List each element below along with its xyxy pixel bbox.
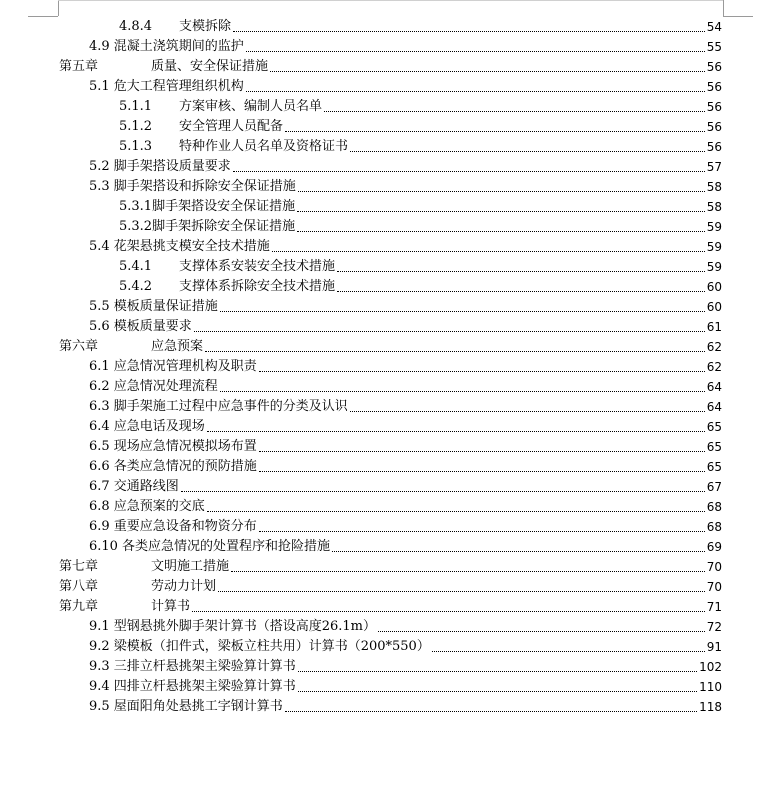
- toc-page-number: 56: [706, 140, 722, 154]
- toc-page-number: 64: [706, 400, 722, 414]
- toc-dot-leader: [332, 550, 705, 552]
- toc-entry[interactable]: [0, 477, 777, 497]
- toc-entry-title: 交通路线图: [113, 479, 179, 494]
- toc-entry-number: 6.8: [89, 499, 110, 514]
- toc-entry-number: 9.4: [89, 679, 110, 694]
- toc-entry-title: 应急情况管理机构及职责: [113, 359, 257, 374]
- toc-entry-number: 5.1.3: [119, 139, 153, 154]
- toc-entry[interactable]: [0, 57, 777, 77]
- toc-page-number: 60: [706, 300, 722, 314]
- toc-entry-heading: [89, 677, 296, 697]
- toc-dot-leader: [272, 250, 705, 252]
- toc-entry-title: 应急预案的交底: [113, 499, 205, 514]
- toc-page-number: 56: [706, 80, 722, 94]
- toc-entry-title: 脚手架拆除安全保证措施: [152, 219, 296, 234]
- toc-entry-number: 5.4: [89, 239, 110, 254]
- toc-page-number: 70: [706, 580, 722, 594]
- toc-entry-heading: [59, 57, 268, 77]
- toc-entry-title: 质量、安全保证措施: [151, 59, 269, 74]
- toc-entry-number: 5.4.2: [119, 279, 153, 294]
- toc-entry-title: 模板质量保证措施: [113, 299, 218, 314]
- toc-entry-title: 计算书: [151, 599, 191, 614]
- toc-dot-leader: [298, 190, 705, 192]
- toc-entry-heading: [59, 597, 190, 617]
- toc-entry[interactable]: [0, 397, 777, 417]
- toc-entry[interactable]: [0, 157, 777, 177]
- toc-entry[interactable]: [0, 217, 777, 237]
- toc-entry-number: 6.1: [89, 359, 110, 374]
- toc-entry-number: 5.1.2: [119, 119, 153, 134]
- toc-entry-heading: [89, 37, 244, 57]
- toc-entry-heading: [59, 557, 229, 577]
- toc-entry-heading: [119, 97, 322, 117]
- toc-entry-heading: [119, 197, 295, 217]
- toc-entry-heading: [89, 297, 218, 317]
- toc-entry[interactable]: [0, 117, 777, 137]
- toc-page-number: 57: [706, 160, 722, 174]
- toc-entry-heading: [89, 497, 205, 517]
- toc-page-number: 56: [706, 120, 722, 134]
- toc-page-number: 102: [699, 660, 722, 674]
- toc-entry-title: 三排立杆悬挑架主梁验算计算书: [113, 659, 296, 674]
- toc-entry[interactable]: [0, 337, 777, 357]
- toc-entry-heading: [89, 377, 218, 397]
- toc-entry-number: 6.6: [89, 459, 110, 474]
- toc-entry-number: 6.2: [89, 379, 110, 394]
- toc-entry-heading: [59, 337, 203, 357]
- toc-entry-title: 支撑体系安装安全技术措施: [179, 259, 336, 274]
- toc-dot-leader: [350, 150, 705, 152]
- toc-page-number: 56: [706, 60, 722, 74]
- toc-dot-leader: [259, 450, 705, 452]
- toc-dot-leader: [324, 110, 705, 112]
- toc-entry-heading: [119, 217, 295, 237]
- toc-entry-title: 混凝土浇筑期间的监护: [113, 39, 244, 54]
- toc-entry-heading: [89, 417, 205, 437]
- toc-entry-number: 9.1: [89, 619, 110, 634]
- toc-dot-leader: [220, 390, 705, 392]
- toc-entry-title: 特种作业人员名单及资格证书: [179, 139, 349, 154]
- toc-entry-title: 支撑体系拆除安全技术措施: [179, 279, 336, 294]
- toc-entry-number: 5.5: [89, 299, 110, 314]
- toc-entry-heading: [89, 477, 179, 497]
- toc-entry-title: 型钢悬挑外脚手架计算书（搭设高度26.1m）: [113, 619, 376, 634]
- toc-dot-leader: [231, 570, 705, 572]
- toc-entry-title: 方案审核、编制人员名单: [179, 99, 323, 114]
- toc-entry[interactable]: [0, 357, 777, 377]
- toc-page-number: 68: [706, 500, 722, 514]
- toc-page-number: 62: [706, 360, 722, 374]
- toc-entry[interactable]: [0, 417, 777, 437]
- toc-dot-leader: [297, 230, 705, 232]
- toc-page-number: 58: [706, 180, 722, 194]
- toc-dot-leader: [298, 690, 697, 692]
- toc-dot-leader: [207, 510, 705, 512]
- toc-entry-heading: [119, 257, 335, 277]
- toc-dot-leader: [207, 430, 705, 432]
- toc-dot-leader: [205, 350, 705, 352]
- toc-entry-number: 5.3.2: [119, 219, 153, 234]
- toc-page-number: 110: [699, 680, 722, 694]
- toc-entry-heading: [59, 577, 216, 597]
- toc-entry-number: 6.4: [89, 419, 110, 434]
- toc-entry[interactable]: [0, 177, 777, 197]
- toc-entry-heading: [89, 237, 270, 257]
- toc-entry-number: 5.1: [89, 79, 110, 94]
- toc-entry[interactable]: [0, 277, 777, 297]
- toc-entry-number: 第六章: [59, 339, 99, 354]
- toc-entry[interactable]: [0, 497, 777, 517]
- toc-entry-number: 第五章: [59, 59, 99, 74]
- toc-page-number: 68: [706, 520, 722, 534]
- toc-page-number: 62: [706, 340, 722, 354]
- toc-entry-heading: [89, 317, 192, 337]
- toc-entry-title: 梁模板（扣件式，梁板立柱共用）计算书（200*550）: [113, 639, 430, 654]
- toc-entry-heading: [89, 437, 257, 457]
- table-of-contents: [0, 17, 777, 717]
- toc-entry-title: 文明施工措施: [151, 559, 230, 574]
- toc-entry-number: 第七章: [59, 559, 99, 574]
- toc-entry[interactable]: [0, 457, 777, 477]
- toc-dot-leader: [350, 410, 705, 412]
- toc-entry[interactable]: [0, 237, 777, 257]
- toc-entry-title: 安全管理人员配备: [179, 119, 284, 134]
- toc-dot-leader: [259, 370, 705, 372]
- toc-entry-number: 5.3.1: [119, 199, 153, 214]
- toc-entry-number: 5.1.1: [119, 99, 153, 114]
- toc-entry-number: 9.2: [89, 639, 110, 654]
- toc-entry-heading: [89, 177, 296, 197]
- toc-page-number: 65: [706, 420, 722, 434]
- toc-entry-title: 花架悬挑支模安全技术措施: [113, 239, 270, 254]
- toc-page-number: 55: [706, 40, 722, 54]
- toc-entry-title: 危大工程管理组织机构: [113, 79, 244, 94]
- toc-entry-number: 6.3: [89, 399, 110, 414]
- toc-dot-leader: [432, 650, 705, 652]
- toc-entry[interactable]: [0, 197, 777, 217]
- toc-entry[interactable]: [0, 317, 777, 337]
- toc-dot-leader: [218, 590, 705, 592]
- toc-entry-title: 脚手架搭设质量要求: [113, 159, 231, 174]
- toc-page-number: 65: [706, 460, 722, 474]
- toc-dot-leader: [233, 170, 705, 172]
- toc-entry-title: 屋面阳角处悬挑工字钢计算书: [113, 699, 283, 714]
- toc-page-number: 59: [706, 240, 722, 254]
- toc-entry-number: 6.5: [89, 439, 110, 454]
- toc-entry-number: 第八章: [59, 579, 99, 594]
- toc-entry[interactable]: [0, 597, 777, 617]
- toc-entry-heading: [119, 117, 283, 137]
- toc-entry-heading: [119, 137, 348, 157]
- toc-page-number: 71: [706, 600, 722, 614]
- toc-entry-heading: [89, 697, 283, 717]
- toc-page-number: 60: [706, 280, 722, 294]
- toc-entry[interactable]: [0, 517, 777, 537]
- toc-page-number: 64: [706, 380, 722, 394]
- toc-entry-heading: [89, 357, 257, 377]
- toc-page-number: 69: [706, 540, 722, 554]
- toc-entry[interactable]: [0, 97, 777, 117]
- toc-dot-leader: [220, 310, 705, 312]
- toc-dot-leader: [181, 490, 705, 492]
- toc-entry-number: 5.3: [89, 179, 110, 194]
- toc-entry[interactable]: [0, 617, 777, 637]
- toc-page-number: 67: [706, 480, 722, 494]
- toc-entry-heading: [89, 617, 376, 637]
- toc-entry-number: 5.6: [89, 319, 110, 334]
- toc-dot-leader: [233, 30, 705, 32]
- toc-entry-title: 脚手架施工过程中应急事件的分类及认识: [113, 399, 348, 414]
- toc-entry[interactable]: [0, 297, 777, 317]
- toc-dot-leader: [246, 50, 705, 52]
- toc-entry-heading: [119, 277, 335, 297]
- toc-entry[interactable]: [0, 677, 777, 697]
- toc-entry-title: 现场应急情况模拟场布置: [113, 439, 257, 454]
- toc-entry-title: 应急电话及现场: [113, 419, 205, 434]
- toc-entry-number: 第九章: [59, 599, 99, 614]
- toc-entry-title: 四排立杆悬挑架主梁验算计算书: [113, 679, 296, 694]
- toc-entry[interactable]: [0, 697, 777, 717]
- toc-entry[interactable]: [0, 657, 777, 677]
- toc-page-number: 59: [706, 220, 722, 234]
- toc-entry-title: 模板质量要求: [113, 319, 192, 334]
- toc-entry-number: 5.4.1: [119, 259, 153, 274]
- toc-entry[interactable]: [0, 37, 777, 57]
- toc-dot-leader: [297, 210, 705, 212]
- toc-dot-leader: [378, 630, 705, 632]
- toc-dot-leader: [259, 530, 705, 532]
- toc-entry-title: 重要应急设备和物资分布: [113, 519, 257, 534]
- toc-entry-number: 6.10: [89, 539, 118, 554]
- toc-entry-number: 4.8.4: [119, 19, 153, 34]
- toc-dot-leader: [194, 330, 705, 332]
- toc-page-number: 72: [706, 620, 722, 634]
- toc-page-number: 70: [706, 560, 722, 574]
- toc-entry-heading: [89, 517, 257, 537]
- toc-entry-heading: [89, 457, 257, 477]
- toc-page-number: 54: [706, 20, 722, 34]
- toc-entry[interactable]: [0, 557, 777, 577]
- toc-entry-title: 各类应急情况的预防措施: [113, 459, 257, 474]
- toc-entry-title: 应急情况处理流程: [113, 379, 218, 394]
- toc-entry-heading: [119, 17, 231, 37]
- toc-entry[interactable]: [0, 137, 777, 157]
- toc-entry[interactable]: [0, 17, 777, 37]
- toc-page-number: 118: [699, 700, 722, 714]
- toc-entry-heading: [89, 657, 296, 677]
- toc-entry[interactable]: [0, 577, 777, 597]
- toc-dot-leader: [270, 70, 705, 72]
- toc-dot-leader: [285, 710, 697, 712]
- toc-entry-title: 应急预案: [151, 339, 204, 354]
- toc-dot-leader: [246, 90, 705, 92]
- toc-dot-leader: [259, 470, 705, 472]
- toc-entry-number: 4.9: [89, 39, 110, 54]
- toc-entry[interactable]: [0, 437, 777, 457]
- toc-entry-title: 脚手架搭设和拆除安全保证措施: [113, 179, 296, 194]
- toc-entry[interactable]: [0, 377, 777, 397]
- toc-entry-heading: [89, 157, 231, 177]
- toc-page-number: 61: [706, 320, 722, 334]
- toc-entry[interactable]: [0, 257, 777, 277]
- toc-entry-heading: [89, 77, 244, 97]
- toc-entry[interactable]: [0, 637, 777, 657]
- toc-entry-number: 6.7: [89, 479, 110, 494]
- toc-entry-title: 支模拆除: [179, 19, 232, 34]
- toc-dot-leader: [192, 610, 705, 612]
- toc-entry-heading: [89, 537, 330, 557]
- toc-entry-number: 5.2: [89, 159, 110, 174]
- toc-entry-heading: [89, 637, 430, 657]
- toc-dot-leader: [285, 130, 705, 132]
- toc-entry-number: 9.3: [89, 659, 110, 674]
- toc-entry[interactable]: [0, 77, 777, 97]
- toc-page-number: 58: [706, 200, 722, 214]
- toc-entry-number: 6.9: [89, 519, 110, 534]
- toc-entry[interactable]: [0, 537, 777, 557]
- toc-page-number: 56: [706, 100, 722, 114]
- toc-dot-leader: [337, 270, 705, 272]
- toc-dot-leader: [298, 670, 697, 672]
- toc-entry-title: 脚手架搭设安全保证措施: [152, 199, 296, 214]
- toc-entry-title: 劳动力计划: [151, 579, 217, 594]
- toc-entry-number: 9.5: [89, 699, 110, 714]
- toc-dot-leader: [337, 290, 705, 292]
- toc-entry-title: 各类应急情况的处置程序和抢险措施: [121, 539, 330, 554]
- toc-page-number: 65: [706, 440, 722, 454]
- toc-page-number: 59: [706, 260, 722, 274]
- toc-entry-heading: [89, 397, 348, 417]
- toc-page-number: 91: [706, 640, 722, 654]
